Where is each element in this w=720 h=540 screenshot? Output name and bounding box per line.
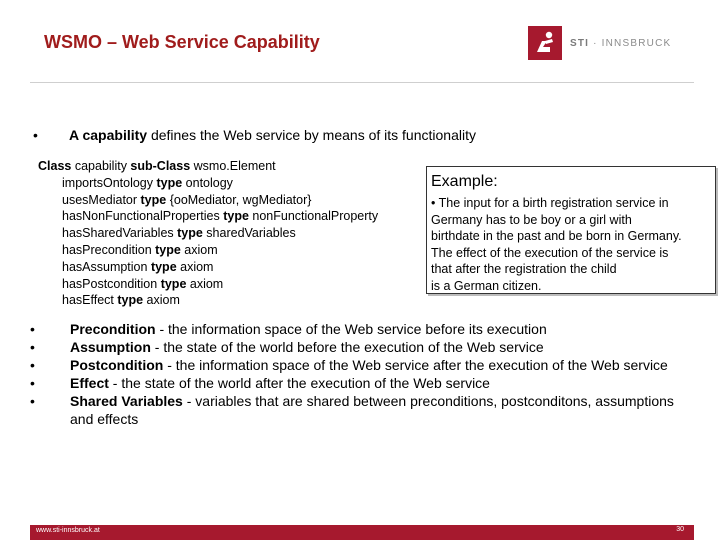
example-line: • The input for a birth registration service in	[431, 196, 669, 210]
bullet-icon: •	[30, 375, 35, 391]
class-def-line: hasNonFunctionalProperties type nonFunctionalProperty	[62, 209, 379, 224]
class-def-line: hasPrecondition type axiom	[62, 242, 218, 257]
footer-url[interactable]: www.sti-innsbruck.at	[36, 527, 100, 534]
class-def-line: Class capability sub-Class wsmo.Element	[38, 159, 276, 173]
definition-text: Precondition - the information space of the Web service before its execution	[70, 321, 547, 337]
class-definition	[38, 158, 378, 309]
definition-text: Effect - the state of the world after the execution of the Web service	[70, 375, 490, 391]
example-line: birthdate in the past and be born in Germany.	[431, 229, 682, 244]
example-title: Example:	[431, 173, 498, 190]
example-line: is a German citizen.	[431, 278, 542, 293]
class-def-line: importsOntology type ontology	[62, 175, 233, 190]
sti-logo	[528, 25, 671, 61]
intro-bullet	[33, 127, 476, 143]
class-def-line: hasPostcondition type axiom	[62, 276, 224, 291]
footer-bar	[30, 525, 694, 540]
logo-text: STI · INNSBRUCK	[570, 37, 672, 49]
page-title: WSMO – Web Service Capability	[44, 32, 320, 52]
definition-item	[30, 374, 690, 392]
definition-item	[30, 338, 690, 356]
class-def-line: hasAssumption type axiom	[62, 259, 214, 274]
bullet-icon: •	[30, 339, 35, 355]
definition-text: Assumption - the state of the world before the execution of the Web service	[70, 339, 544, 355]
title-divider	[30, 82, 694, 83]
bullet-icon: •	[30, 357, 35, 373]
definition-text: Postcondition - the information space of the Web service after the execution of the Web service	[70, 357, 668, 373]
example-box	[426, 166, 716, 294]
example-line: that after the registration the child	[431, 262, 617, 277]
definition-item	[30, 356, 690, 374]
definition-item	[30, 392, 690, 428]
class-def-line: hasEffect type axiom	[62, 293, 180, 308]
bullet-icon: •	[33, 127, 38, 143]
example-line: The effect of the execution of the service is	[431, 245, 669, 260]
bullet-icon: •	[30, 321, 35, 337]
class-def-line: usesMediator type {ooMediator, wgMediator}	[62, 192, 312, 207]
sti-logo-icon	[528, 26, 562, 60]
class-def-line: hasSharedVariables type sharedVariables	[62, 226, 296, 241]
definition-list	[30, 320, 690, 428]
example-text	[431, 195, 711, 295]
definition-item	[30, 320, 690, 338]
bullet-icon: •	[30, 393, 35, 409]
page-number: 30	[676, 526, 684, 533]
definition-text: Shared Variables - variables that are shared between preconditions, postconditons, assumptions and effects	[70, 393, 674, 427]
intro-text: A capability defines the Web service by means of its functionality	[69, 127, 476, 143]
example-line: Germany has to be boy or a girl with	[431, 212, 632, 227]
